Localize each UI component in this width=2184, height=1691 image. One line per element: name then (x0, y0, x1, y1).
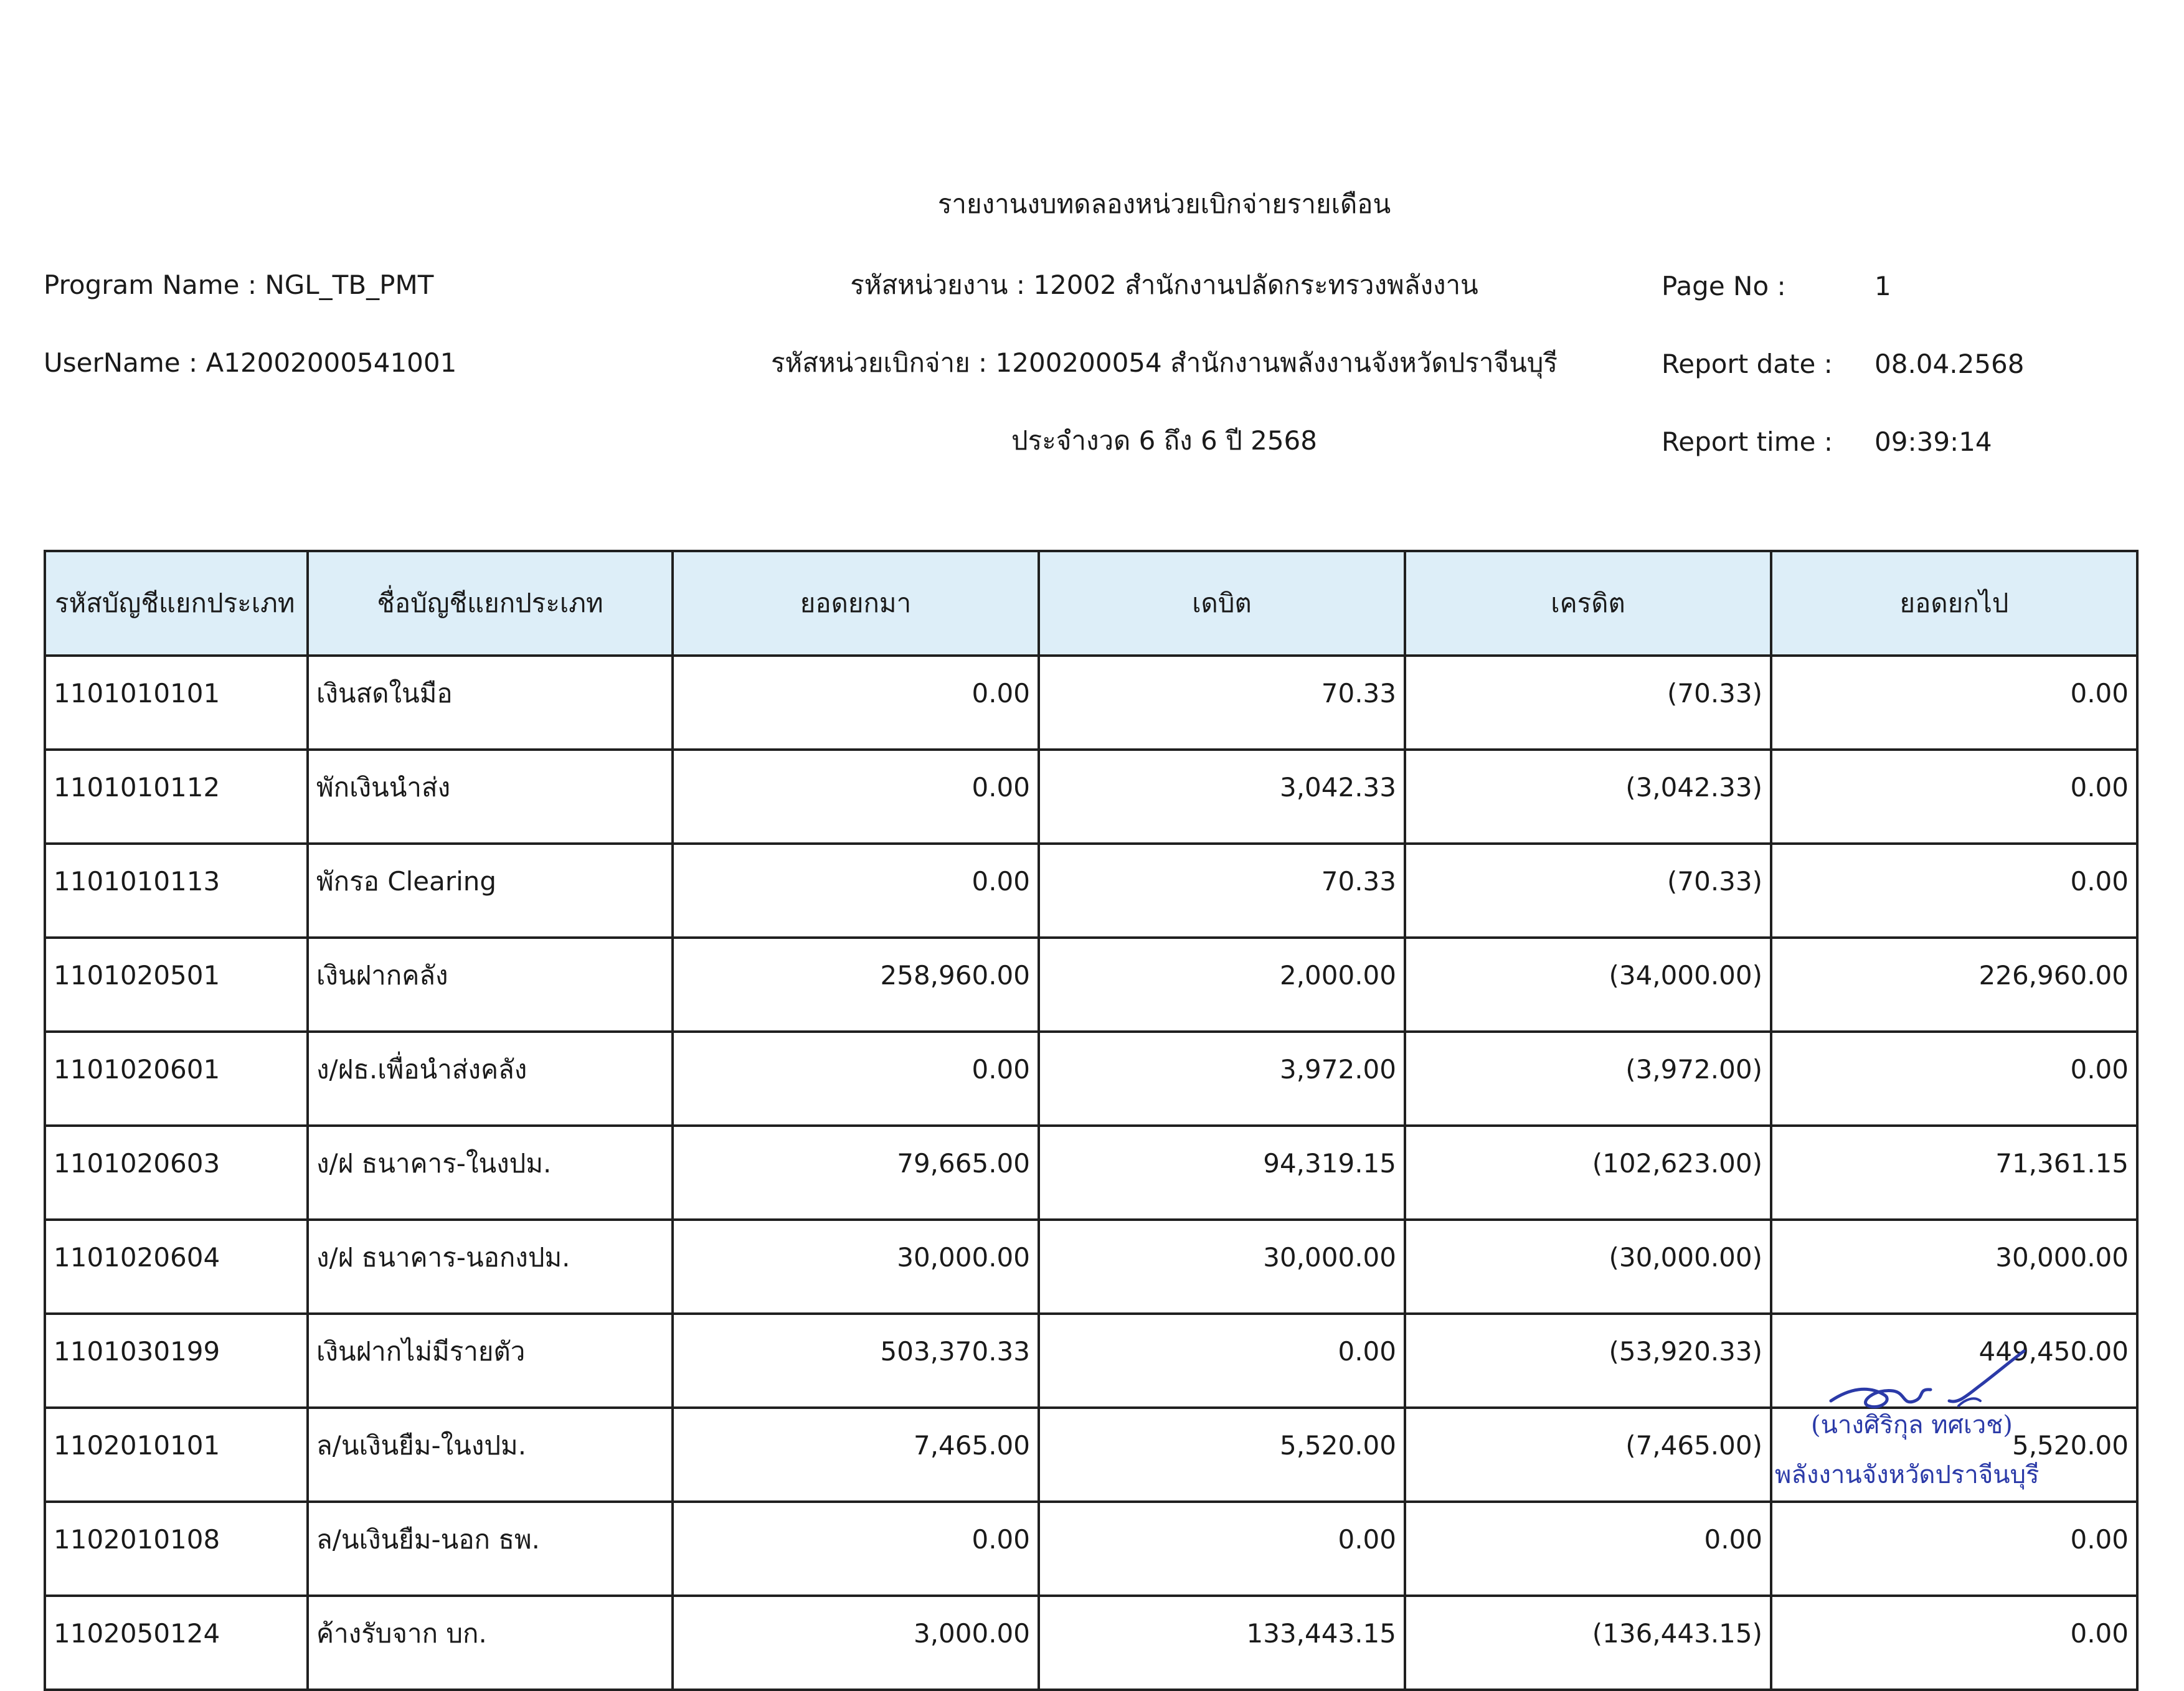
cell-debit: 0.00 (1039, 1502, 1405, 1596)
cell-account-name: ล/นเงินยืม-นอก ธพ. (308, 1502, 673, 1596)
cell-account-code: 1102050124 (45, 1596, 308, 1690)
report-date-value: 08.04.2568 (1874, 349, 2025, 379)
table-row (45, 1502, 2137, 1596)
cell-brought-forward: 79,665.00 (673, 1126, 1039, 1220)
signatory-name: (นางศิริกุล ทศเวช) (1811, 1411, 2013, 1439)
cell-brought-forward: 0.00 (673, 844, 1039, 938)
table-row (45, 844, 2137, 938)
cell-credit: (136,443.15) (1405, 1596, 1771, 1690)
cell-debit: 2,000.00 (1039, 938, 1405, 1032)
cell-account-code: 1101010112 (45, 750, 308, 844)
cell-brought-forward: 7,465.00 (673, 1408, 1039, 1502)
cell-carried-forward: 0.00 (1771, 750, 2137, 844)
cell-account-name: ง/ฝธ.เพื่อนำส่งคลัง (308, 1032, 673, 1126)
cell-brought-forward: 0.00 (673, 1032, 1039, 1126)
cell-credit: (34,000.00) (1405, 938, 1771, 1032)
table-row (45, 938, 2137, 1032)
header-carried-forward: ยอดยกไป (1771, 551, 2137, 656)
cell-account-name: เงินฝากไม่มีรายตัว (308, 1314, 673, 1408)
report-time-label: Report time : (1662, 426, 1833, 457)
cell-brought-forward: 0.00 (673, 656, 1039, 750)
cell-carried-forward: 30,000.00 (1771, 1220, 2137, 1314)
cell-credit: 0.00 (1405, 1502, 1771, 1596)
period-line: ประจำงวด 6 ถึง 6 ปี 2568 (1011, 425, 1318, 456)
table-row (45, 656, 2137, 750)
cell-brought-forward: 503,370.33 (673, 1314, 1039, 1408)
cell-account-code: 1102010101 (45, 1408, 308, 1502)
header-account-code: รหัสบัญชีแยกประเภท (45, 551, 308, 656)
cell-brought-forward: 0.00 (673, 750, 1039, 844)
cell-credit: (70.33) (1405, 844, 1771, 938)
cell-brought-forward: 3,000.00 (673, 1596, 1039, 1690)
cell-account-code: 1101020601 (45, 1032, 308, 1126)
cell-debit: 30,000.00 (1039, 1220, 1405, 1314)
user-name: UserName : A12002000541001 (44, 347, 457, 378)
cell-carried-forward: 0.00 (1771, 844, 2137, 938)
cell-carried-forward: 0.00 (1771, 656, 2137, 750)
cell-credit: (70.33) (1405, 656, 1771, 750)
cell-credit: (7,465.00) (1405, 1408, 1771, 1502)
table-row (45, 1220, 2137, 1314)
cell-credit: (30,000.00) (1405, 1220, 1771, 1314)
agency-line: รหัสหน่วยงาน : 12002 สำนักงานปลัดกระทรวงพลังงาน (850, 270, 1478, 300)
report-title: รายงานงบทดลองหน่วยเบิกจ่ายรายเดือน (937, 189, 1391, 219)
cell-account-name: ค้างรับจาก บก. (308, 1596, 673, 1690)
cell-debit: 70.33 (1039, 844, 1405, 938)
header-debit: เดบิต (1039, 551, 1405, 656)
cell-account-code: 1101020604 (45, 1220, 308, 1314)
cell-account-code: 1101030199 (45, 1314, 308, 1408)
cell-account-code: 1101020501 (45, 938, 308, 1032)
cell-carried-forward: 0.00 (1771, 1596, 2137, 1690)
cell-debit: 3,042.33 (1039, 750, 1405, 844)
cell-credit: (3,042.33) (1405, 750, 1771, 844)
table-row (45, 1314, 2137, 1408)
table-row (45, 1126, 2137, 1220)
cell-account-code: 1101010101 (45, 656, 308, 750)
page-no-value: 1 (1874, 271, 1891, 301)
cell-account-name: พักรอ Clearing (308, 844, 673, 938)
cell-debit: 70.33 (1039, 656, 1405, 750)
cell-brought-forward: 0.00 (673, 1502, 1039, 1596)
cell-carried-forward: 449,450.00 (1771, 1314, 2137, 1408)
header-account-name: ชื่อบัญชีแยกประเภท (308, 551, 673, 656)
trial-balance-table (44, 550, 2139, 1691)
cell-account-code: 1101020603 (45, 1126, 308, 1220)
cell-brought-forward: 30,000.00 (673, 1220, 1039, 1314)
cell-carried-forward: 71,361.15 (1771, 1126, 2137, 1220)
cell-account-code: 1102010108 (45, 1502, 308, 1596)
table-row (45, 1032, 2137, 1126)
cell-account-name: ล/นเงินยืม-ในงปม. (308, 1408, 673, 1502)
cell-account-name: เงินสดในมือ (308, 656, 673, 750)
report-date-label: Report date : (1662, 349, 1833, 379)
cell-debit: 5,520.00 (1039, 1408, 1405, 1502)
table-row (45, 750, 2137, 844)
cell-brought-forward: 258,960.00 (673, 938, 1039, 1032)
cell-credit: (53,920.33) (1405, 1314, 1771, 1408)
cell-debit: 133,443.15 (1039, 1596, 1405, 1690)
cell-account-name: พักเงินนำส่ง (308, 750, 673, 844)
cell-account-code: 1101010113 (45, 844, 308, 938)
header-credit: เครดิต (1405, 551, 1771, 656)
cell-credit: (3,972.00) (1405, 1032, 1771, 1126)
cell-account-name: ง/ฝ ธนาคาร-ในงปม. (308, 1126, 673, 1220)
cell-carried-forward: 0.00 (1771, 1502, 2137, 1596)
cell-carried-forward: 0.00 (1771, 1032, 2137, 1126)
cell-debit: 94,319.15 (1039, 1126, 1405, 1220)
header-brought-forward: ยอดยกมา (673, 551, 1039, 656)
table-header-row (45, 551, 2137, 656)
table-row (45, 1596, 2137, 1690)
cell-debit: 0.00 (1039, 1314, 1405, 1408)
page-no-label: Page No : (1662, 271, 1786, 301)
cell-credit: (102,623.00) (1405, 1126, 1771, 1220)
cell-account-name: ง/ฝ ธนาคาร-นอกงปม. (308, 1220, 673, 1314)
cell-debit: 3,972.00 (1039, 1032, 1405, 1126)
cell-carried-forward: 5,520.00 (1771, 1408, 2137, 1502)
signatory-organization: พลังงานจังหวัดปราจีนบุรี (1775, 1461, 2040, 1489)
disbursing-unit-line: รหัสหน่วยเบิกจ่าย : 1200200054 สำนักงานพลังงานจังหวัดปราจีนบุรี (770, 347, 1558, 378)
cell-account-name: เงินฝากคลัง (308, 938, 673, 1032)
cell-carried-forward: 226,960.00 (1771, 938, 2137, 1032)
report-time-value: 09:39:14 (1874, 426, 1992, 457)
program-name: Program Name : NGL_TB_PMT (44, 270, 434, 300)
